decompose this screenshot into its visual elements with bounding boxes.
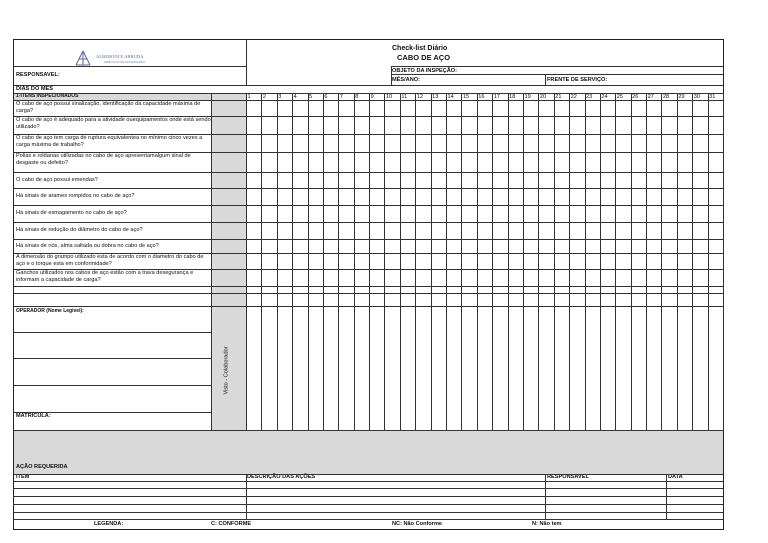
day-number: 1: [247, 94, 251, 100]
inspection-item: Há sinais de redução do diâmetro do cabo de aço?: [16, 227, 143, 233]
grid-line-v: [631, 93, 632, 430]
title-line1: Check-list Diário: [392, 45, 448, 52]
grid-line-h: [14, 519, 723, 520]
day-number: 2: [262, 94, 266, 100]
grid-line-v: [415, 93, 416, 430]
day-number: 14: [447, 94, 454, 100]
operador-label: OPERADOR (Nome Legivel):: [16, 308, 84, 314]
grid-line-v: [391, 66, 392, 85]
objeto-label: OBJETO DA INSPEÇÃO:: [392, 68, 457, 74]
grid-line-v: [692, 93, 693, 430]
grid-line-v: [384, 93, 385, 430]
responsavel-label: RESPONSAVEL:: [16, 72, 60, 78]
title-line2: CABO DE AÇO: [397, 53, 451, 62]
col-item-header: ITEM: [16, 474, 30, 480]
grid-line-h: [391, 74, 723, 75]
day-number: 12: [416, 94, 423, 100]
grid-line-v: [585, 93, 586, 430]
grid-line-v: [646, 93, 647, 430]
legend-n: N: Não tem: [532, 521, 562, 527]
day-number: 24: [601, 94, 608, 100]
inspection-item: O cabo de aço possui emendas?: [16, 176, 98, 183]
inspection-item: Há sinais de esmagamento no cabo de aço?: [16, 210, 127, 216]
grid-line-v: [246, 40, 247, 85]
day-number: 23: [586, 94, 593, 100]
grid-line-v: [600, 93, 601, 430]
day-number: 31: [709, 94, 716, 100]
grid-line-v: [523, 93, 524, 430]
grid-line-v: [446, 93, 447, 430]
grid-line-h: [14, 512, 723, 513]
day-number: 4: [293, 94, 297, 100]
checklist-sheet: [13, 39, 724, 530]
col-descricao-header: DESCRIÇÃO DAS AÇÕES: [247, 474, 316, 480]
logo-icon: [74, 50, 92, 66]
col-responsavel-header: RESPONSAVEL: [547, 474, 589, 480]
day-number: 26: [632, 94, 639, 100]
matricula-label: MATRICULA:: [16, 413, 51, 419]
grid-line-v: [661, 93, 662, 430]
grid-line-v: [431, 93, 432, 430]
grid-line-v: [211, 93, 212, 430]
grid-line-v: [246, 93, 247, 430]
day-number: 3: [278, 94, 282, 100]
day-number: 22: [570, 94, 577, 100]
grid-line-h: [14, 430, 723, 431]
grid-line-h: [14, 481, 723, 482]
grid-line-v: [461, 93, 462, 430]
inspection-item: Há sinais de arames rompidos no cabo de aço?: [16, 193, 135, 199]
grid-line-v: [554, 93, 555, 430]
day-number: 30: [693, 94, 700, 100]
grid-line-h: [391, 66, 723, 67]
grid-line-v: [508, 93, 509, 430]
grid-line-v: [338, 93, 339, 430]
inspection-item: O cabo de aço é adequado para a atividade ouequipamentos onde está sendo utilizado?: [16, 117, 211, 130]
day-number: 25: [616, 94, 624, 100]
mes-label: MÊS/ANO:: [392, 77, 420, 83]
grid-line-h: [14, 66, 246, 67]
logo: [74, 50, 174, 66]
day-number: 15: [462, 94, 470, 100]
grid-line-v: [477, 93, 478, 430]
inspection-item: Há sinais de nós, alma saltada ou dobra no cabo de aço?: [16, 242, 159, 249]
day-number: 28: [662, 94, 670, 100]
grid-line-h: [14, 412, 211, 413]
grid-line-h: [14, 488, 723, 489]
day-number: 13: [432, 94, 439, 100]
logo-subtext: SERVIÇOS DE ENGENHARIA: [104, 60, 146, 64]
day-number: 17: [493, 94, 500, 100]
day-number: 20: [539, 94, 547, 100]
frente-label: FRENTE DE SERVIÇO:: [547, 77, 608, 83]
col-data-header: DATA: [668, 474, 683, 480]
itens-label: 1-ITENS INSPECIONADOS: [16, 93, 79, 99]
grid-line-v: [369, 93, 370, 430]
grid-line-v: [723, 93, 724, 430]
day-number: 18: [509, 94, 516, 100]
day-number: 27: [647, 94, 654, 100]
grid-line-v: [277, 93, 278, 430]
day-number: 5: [309, 94, 313, 100]
inspection-item: O cabo de aço possui sinalização, identificação da capacidade máxima de carga?: [16, 101, 201, 114]
visto-colaborador-label: Visto - Colaborador: [223, 346, 230, 395]
day-number: 10: [385, 94, 393, 100]
day-number: 6: [324, 94, 328, 100]
dias-label: DIAS DO MÊS: [16, 86, 53, 92]
grid-line-v: [666, 474, 667, 519]
inspection-item: A dimensão do grampo utilizado esta de acordo com o diametro do cabo de aço e o torque esta em conformidade?: [16, 254, 204, 267]
inspection-item: Ganchos utilizados nos cabos de aço estão com a trava desegurança e informam a capacidade de carga?: [16, 270, 194, 283]
grid-line-h: [14, 358, 211, 359]
grid-line-h: [14, 332, 211, 333]
inspection-item: O cabo de aço tem carga de ruptura equivalentea no mínimo cinco vezes a carga máxima de trabalho?: [16, 135, 203, 148]
day-number: 7: [339, 94, 343, 100]
grid-line-v: [292, 93, 293, 430]
grid-line-v: [261, 93, 262, 430]
grid-line-v: [308, 93, 309, 430]
day-number: 19: [524, 94, 531, 100]
day-number: 16: [478, 94, 485, 100]
grid-line-h: [14, 504, 723, 505]
day-number: 11: [401, 94, 408, 100]
day-number: 9: [370, 94, 374, 100]
day-number: 8: [355, 94, 359, 100]
grid-line-v: [400, 93, 401, 430]
grid-line-v: [354, 93, 355, 430]
grid-line-v: [545, 74, 546, 85]
action-band: [14, 431, 723, 474]
grid-line-v: [615, 93, 616, 430]
grid-line-h: [14, 474, 723, 475]
grid-line-h: [14, 85, 723, 86]
grid-line-v: [677, 93, 678, 430]
grid-line-v: [708, 93, 709, 430]
day-number: 21: [555, 94, 562, 100]
day-number: 29: [678, 94, 685, 100]
legend-label: LEGENDA:: [94, 521, 124, 527]
grid-line-h: [14, 385, 211, 386]
grid-line-v: [323, 93, 324, 430]
acao-requerida-label: AÇÃO REQUERIDA: [16, 464, 68, 470]
grid-line-h: [14, 496, 723, 497]
grid-line-v: [545, 474, 546, 519]
grid-line-v: [538, 93, 539, 430]
logo-text: ALBERONI E ARRUDA: [96, 54, 144, 59]
grid-line-v: [246, 474, 247, 519]
inspection-item: Polias e roldanas utilizadas no cabo de aço apresentamalgum sinal de desgaste ou defeito?: [16, 153, 191, 166]
grid-line-v: [492, 93, 493, 430]
legend-c: C: CONFORME: [211, 521, 252, 527]
legend-nc: NC: Não Conforme: [392, 521, 443, 527]
grid-line-v: [569, 93, 570, 430]
